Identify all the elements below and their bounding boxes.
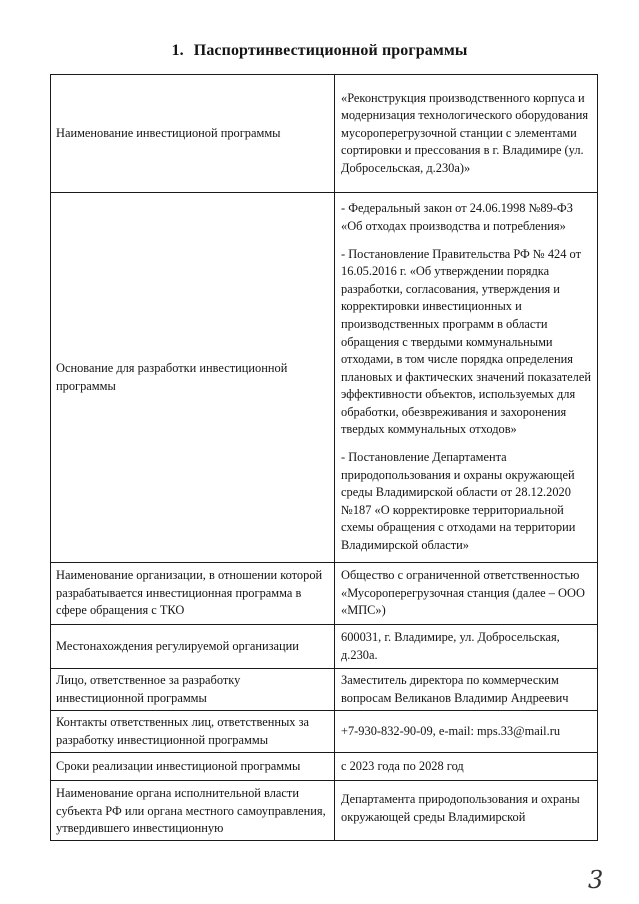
passport-table	[50, 74, 598, 841]
row-value	[335, 193, 598, 563]
row-label: Лицо, ответственное за разработку инвестиционной программы	[51, 669, 335, 711]
row-value	[335, 75, 598, 193]
row-value	[335, 669, 598, 711]
row-value	[335, 563, 598, 625]
row-value	[335, 753, 598, 781]
table-row	[51, 193, 598, 563]
section-title-text: Паспортинвестиционной программы	[193, 42, 468, 59]
table-row	[51, 75, 598, 193]
table-row	[51, 563, 598, 625]
row-label: Наименование инвестиционой программы	[51, 75, 335, 193]
table-row	[51, 625, 598, 669]
row-label: Основание для разработки инвестиционной программы	[51, 193, 335, 563]
row-value	[335, 711, 598, 753]
row-value	[335, 781, 598, 841]
table-row	[51, 669, 598, 711]
value-paragraph: Заместитель директора по коммерческим вопросам Великанов Владимир Андреевич	[341, 672, 569, 705]
table-row	[51, 781, 598, 841]
value-paragraph: 600031, г. Владимире, ул. Добросельская, д.230а.	[341, 629, 560, 662]
section-title	[0, 42, 639, 60]
page-number: 3	[588, 866, 604, 894]
row-label: Наименование организации, в отношении которой разрабатывается инвестиционная программа в сфере обращения с ТКО	[51, 563, 335, 625]
row-label: Наименование органа исполнительной власти субъекта РФ или органа местного самоуправления, утвердившего инвестиционную	[51, 781, 335, 841]
value-paragraph: +7-930-832-90-09, e-mail: mps.33@mail.ru	[341, 723, 561, 738]
value-paragraph: «Реконструкция производственного корпуса и модернизация технологического оборудования мусороперегрузочной станции с элементами сортировки и прессования в г. Владимире (ул. Добросельская, д.230а)»	[341, 90, 589, 175]
value-paragraph: Общество с ограниченной ответственностью «Мусороперегрузочная станция (далее – ООО «МПС»)	[341, 568, 585, 618]
section-number: 1.	[171, 42, 184, 59]
table-row	[51, 711, 598, 753]
value-paragraph: с 2023 года по 2028 год	[341, 758, 464, 773]
value-paragraph: - Постановление Правительства РФ № 424 от 16.05.2016 г. «Об утверждении порядка разработки, согласования, утверждения и корректировки инвестиционных и производственных программ в области обращения с твердыми коммунальными отходами, в том числе порядка определения плановых и фактических значений показателей эффективности объектов, используемых для обработки, обезвреживания и захоронения твердых коммунальных отходов»	[341, 246, 591, 437]
value-paragraph: - Федеральный закон от 24.06.1998 №89-ФЗ «Об отходах производства и потребления»	[341, 201, 573, 233]
row-label: Контакты ответственных лиц, ответственных за разработку инвестиционной программы	[51, 711, 335, 753]
value-paragraph: - Постановление Департамента природопользования и охраны окружающей среды Владимирской области от 28.12.2020 №187 «О корректировке территориальной схемы обращения с отходами на территории Владимирской области»	[341, 450, 576, 553]
row-label: Сроки реализации инвестиционой программы	[51, 753, 335, 781]
row-value	[335, 625, 598, 669]
row-label: Местонахождения регулируемой организации	[51, 625, 335, 669]
table-row	[51, 753, 598, 781]
value-paragraph: Департамента природопользования и охраны окружающей среды Владимирской	[341, 792, 580, 824]
